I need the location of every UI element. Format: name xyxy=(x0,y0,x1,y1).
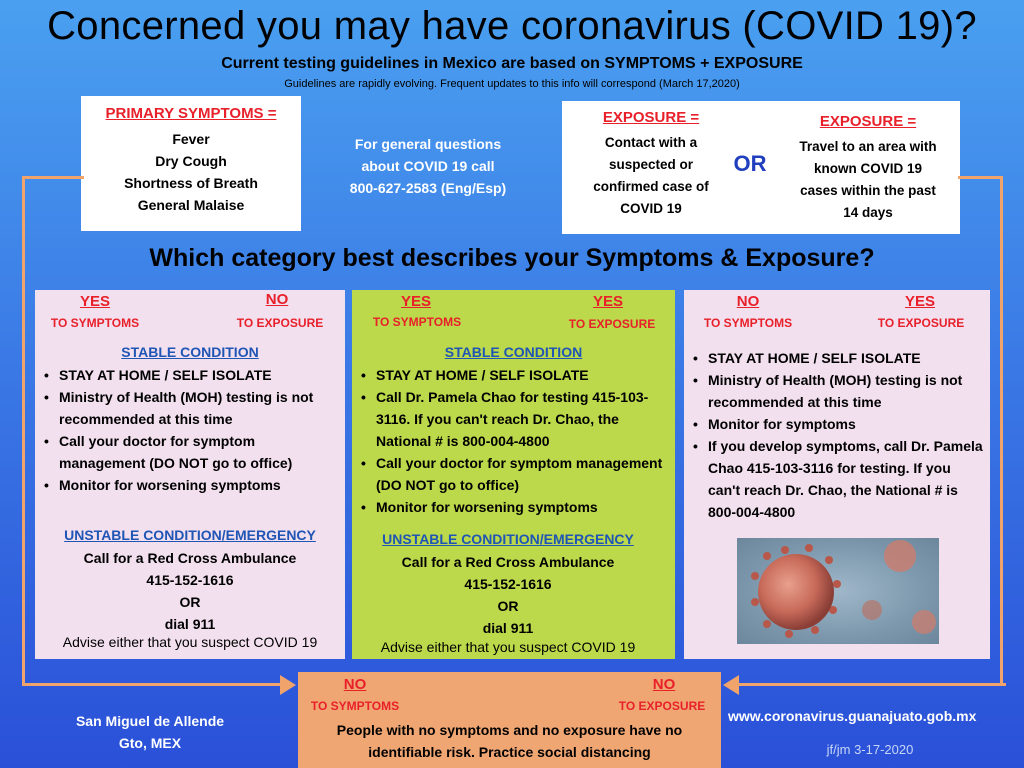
exposure-label: TO EXPOSURE xyxy=(236,316,324,330)
emergency-phone: 415-152-1616 xyxy=(146,572,234,588)
general-questions-info xyxy=(318,133,538,199)
instruction-item: • Monitor for worsening symptoms xyxy=(358,496,670,518)
exposure-heading: EXPOSURE = xyxy=(602,109,700,126)
unstable-condition-heading: UNSTABLE CONDITION/EMERGENCY xyxy=(64,527,316,543)
exposure-label: TO EXPOSURE xyxy=(568,317,656,331)
card-yes-symptoms-yes-exposure xyxy=(352,290,675,659)
coronavirus-illustration-icon xyxy=(737,538,939,644)
stable-instructions xyxy=(358,364,670,518)
exposure-travel-text xyxy=(780,136,956,224)
primary-symptoms-list xyxy=(81,128,301,216)
exposure-contact-text xyxy=(576,132,726,220)
emergency-line: dial 911 xyxy=(164,616,216,632)
symptoms-answer: YES xyxy=(400,293,431,310)
exposure-line: 14 days xyxy=(843,205,893,220)
location-label xyxy=(50,710,250,754)
general-questions-phone: 800-627-2583 (Eng/Esp) xyxy=(349,180,507,196)
emergency-instructions xyxy=(352,551,664,639)
unstable-condition-heading: UNSTABLE CONDITION/EMERGENCY xyxy=(382,531,634,547)
exposure-answer: NO xyxy=(265,291,289,308)
exposure-line: known COVID 19 xyxy=(813,161,923,176)
symptom-item: Fever xyxy=(172,131,210,147)
instruction-item: • Call Dr. Pamela Chao for testing 415-103-3116. If you can't reach Dr. Chao, the National # is 800-004-4800 xyxy=(358,386,670,452)
no-risk-message xyxy=(304,719,715,763)
exposure-answer: YES xyxy=(904,293,935,310)
symptoms-answer: NO xyxy=(343,676,367,693)
advise-note: Advise either that you suspect COVID 19 xyxy=(380,639,636,655)
author-initials: jf/jm 3-17-2020 xyxy=(826,742,914,757)
left-bottom-connector xyxy=(22,683,284,686)
location-city: San Miguel de Allende xyxy=(75,713,225,729)
exposure-instructions xyxy=(690,347,986,523)
exposure-heading: EXPOSURE = xyxy=(819,113,917,130)
exposure-line: COVID 19 xyxy=(620,201,682,216)
instruction-item: • Monitor for symptoms xyxy=(690,413,986,435)
exposure-label: TO EXPOSURE xyxy=(618,699,706,713)
primary-symptoms-box xyxy=(81,96,301,231)
category-question: Which category best describes your Symptoms & Exposure? xyxy=(149,244,875,272)
exposure-answer: YES xyxy=(592,293,623,310)
symptoms-label: TO SYMPTOMS xyxy=(50,316,140,330)
symptoms-answer: NO xyxy=(736,293,760,310)
stable-condition-heading: STABLE CONDITION xyxy=(444,344,583,360)
location-state: Gto, MEX xyxy=(118,735,182,751)
card-yes-symptoms-no-exposure xyxy=(35,290,345,659)
exposure-answer: NO xyxy=(652,676,676,693)
exposure-line: cases within the past xyxy=(800,183,936,198)
no-symptoms-no-exposure-box xyxy=(298,672,721,768)
right-bottom-connector xyxy=(738,683,1006,686)
instruction-item: • STAY AT HOME / SELF ISOLATE xyxy=(41,364,339,386)
emergency-line: Call for a Red Cross Ambulance xyxy=(83,550,297,566)
general-questions-line: about COVID 19 call xyxy=(361,158,495,174)
exposure-travel xyxy=(780,113,956,224)
no-risk-line: identifiable risk. Practice social distancing xyxy=(368,744,651,760)
emergency-line: OR xyxy=(179,594,201,610)
emergency-instructions xyxy=(35,547,345,635)
exposure-line: confirmed case of xyxy=(593,179,709,194)
instruction-item: • Ministry of Health (MOH) testing is not recommended at this time xyxy=(41,386,339,430)
emergency-line: OR xyxy=(497,598,519,614)
arrow-left-icon xyxy=(723,675,739,695)
instruction-item: • Call your doctor for symptom management (DO NOT go to office) xyxy=(41,430,339,474)
instruction-item: • Ministry of Health (MOH) testing is not recommended at this time xyxy=(690,369,986,413)
card-no-symptoms-yes-exposure xyxy=(684,290,990,659)
symptoms-label: TO SYMPTOMS xyxy=(703,316,793,330)
or-label: OR xyxy=(733,151,767,176)
exposure-label: TO EXPOSURE xyxy=(877,316,965,330)
instruction-item: • STAY AT HOME / SELF ISOLATE xyxy=(358,364,670,386)
emergency-line: dial 911 xyxy=(482,620,534,636)
arrow-right-icon xyxy=(280,675,296,695)
general-questions-line: For general questions xyxy=(354,136,502,152)
exposure-contact xyxy=(576,109,726,220)
page-title: Concerned you may have coronavirus (COVID 19)? xyxy=(47,4,977,48)
primary-symptoms-heading: PRIMARY SYMPTOMS = xyxy=(105,105,277,122)
symptom-item: Shortness of Breath xyxy=(124,175,258,191)
no-risk-line: People with no symptoms and no exposure have no xyxy=(336,722,683,738)
exposure-line: suspected or xyxy=(608,157,694,172)
instruction-item: • STAY AT HOME / SELF ISOLATE xyxy=(690,347,986,369)
exposure-line: Contact with a xyxy=(604,135,698,150)
exposure-line: Travel to an area with xyxy=(799,139,937,154)
symptoms-label: TO SYMPTOMS xyxy=(372,315,462,329)
symptoms-label: TO SYMPTOMS xyxy=(310,699,400,713)
instruction-item: • If you develop symptoms, call Dr. Pamela Chao 415-103-3116 for testing. If you can't reach Dr. Chao, the National # is 800-004-4800 xyxy=(690,435,986,523)
instruction-item: • Call your doctor for symptom management (DO NOT go to office) xyxy=(358,452,670,496)
emergency-line: Call for a Red Cross Ambulance xyxy=(401,554,615,570)
page-subtitle: Current testing guidelines in Mexico are based on SYMPTOMS + EXPOSURE xyxy=(221,55,803,72)
exposure-box xyxy=(562,101,960,234)
symptom-item: Dry Cough xyxy=(155,153,227,169)
emergency-phone: 415-152-1616 xyxy=(464,576,552,592)
update-note: Guidelines are rapidly evolving. Frequent updates to this info will correspond (March 17,2020) xyxy=(284,78,740,90)
symptom-item: General Malaise xyxy=(137,197,245,213)
website-link[interactable]: www.coronavirus.guanajuato.gob.mx xyxy=(728,708,977,724)
instruction-item: • Monitor for worsening symptoms xyxy=(41,474,339,496)
coronavirus-image xyxy=(737,538,939,644)
symptoms-answer: YES xyxy=(79,293,110,310)
advise-note: Advise either that you suspect COVID 19 xyxy=(62,634,318,650)
stable-instructions xyxy=(41,364,339,496)
stable-condition-heading: STABLE CONDITION xyxy=(121,344,259,360)
